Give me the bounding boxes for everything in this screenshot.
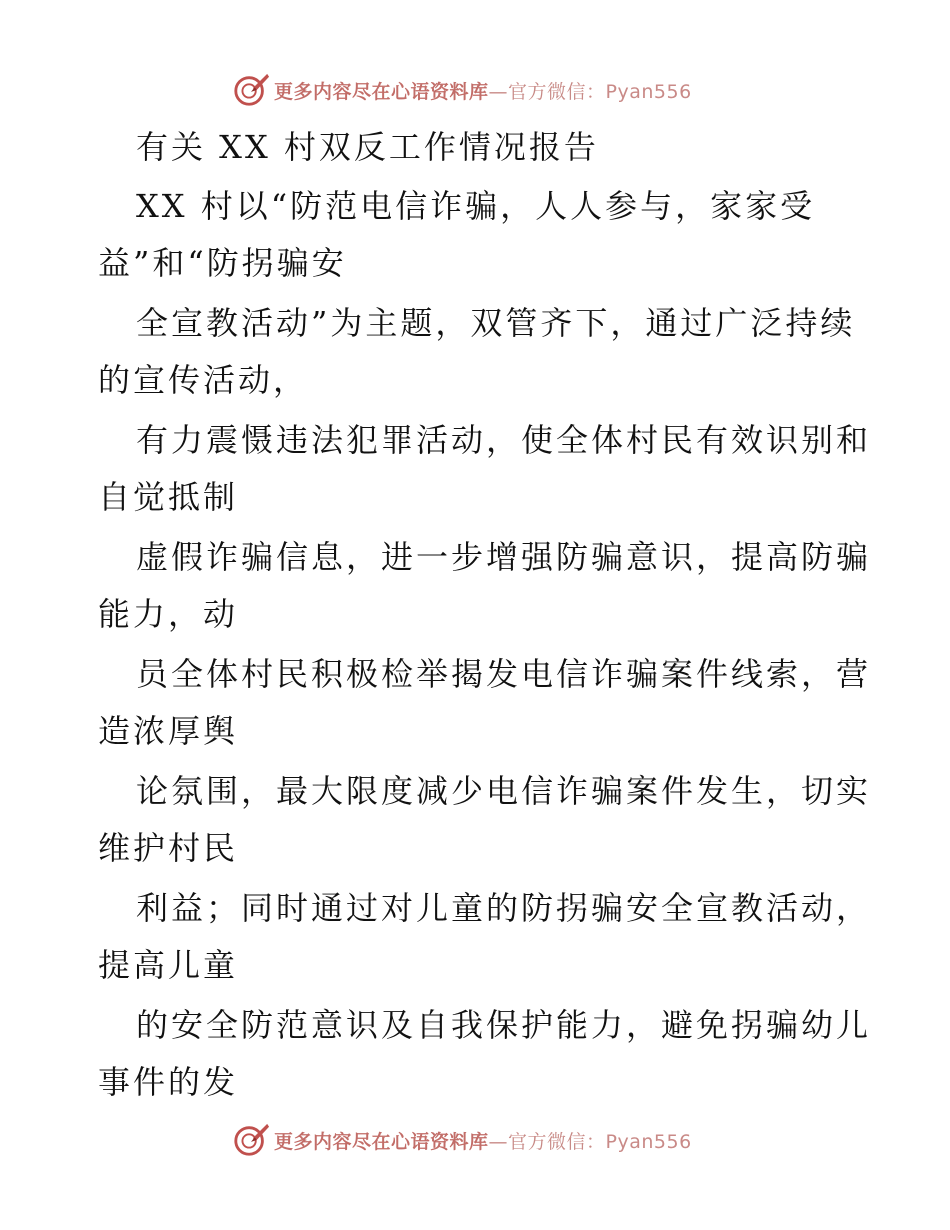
pen-logo-icon	[232, 71, 270, 109]
header-wechat-label: 官方微信：	[508, 80, 606, 103]
document-line: 员全体村民积极检举揭发电信诈骗案件线索，营	[136, 655, 872, 693]
pen-logo-icon	[232, 1121, 270, 1159]
footer-banner	[232, 1120, 692, 1160]
document-line: 有力震慑违法犯罪活动，使全体村民有效识别和	[136, 421, 872, 459]
document-line: 的安全防范意识及自我保护能力，避免拐骗幼儿	[136, 1006, 872, 1044]
document-line: 虚假诈骗信息，进一步增强防骗意识，提高防骗	[136, 538, 872, 576]
document-line: 能力，动	[98, 595, 239, 633]
header-banner	[232, 70, 692, 110]
header-dash: —	[488, 80, 509, 103]
footer-wechat-label: 官方微信：	[508, 1130, 606, 1153]
header-banner-text	[274, 77, 692, 104]
document-line: 造浓厚舆	[98, 712, 239, 750]
document-line: 论氛围，最大限度减少电信诈骗案件发生，切实	[136, 772, 872, 810]
document-title: 有关 XX 村双反工作情况报告	[136, 128, 599, 166]
document-line: 维护村民	[98, 829, 239, 867]
document-line: 全宣教活动”为主题，双管齐下，通过广泛持续	[136, 304, 856, 342]
header-wechat-id: Pyan556	[605, 80, 692, 103]
footer-wechat-id: Pyan556	[605, 1130, 692, 1153]
document-line: 利益；同时通过对儿童的防拐骗安全宣教活动，	[136, 889, 872, 927]
document-line: 益”和“防拐骗安	[98, 244, 347, 282]
document-line: 的宣传活动，	[98, 361, 309, 399]
footer-dash: —	[488, 1130, 509, 1153]
document-line: XX 村以“防范电信诈骗，人人参与，家家受	[136, 187, 816, 225]
header-brand-text: 更多内容尽在心语资料库	[274, 80, 489, 103]
document-line: 事件的发	[98, 1063, 239, 1101]
footer-banner-text	[274, 1127, 692, 1154]
document-line: 提高儿童	[98, 946, 239, 984]
document-line: 自觉抵制	[98, 478, 239, 516]
footer-brand-text: 更多内容尽在心语资料库	[274, 1130, 489, 1153]
